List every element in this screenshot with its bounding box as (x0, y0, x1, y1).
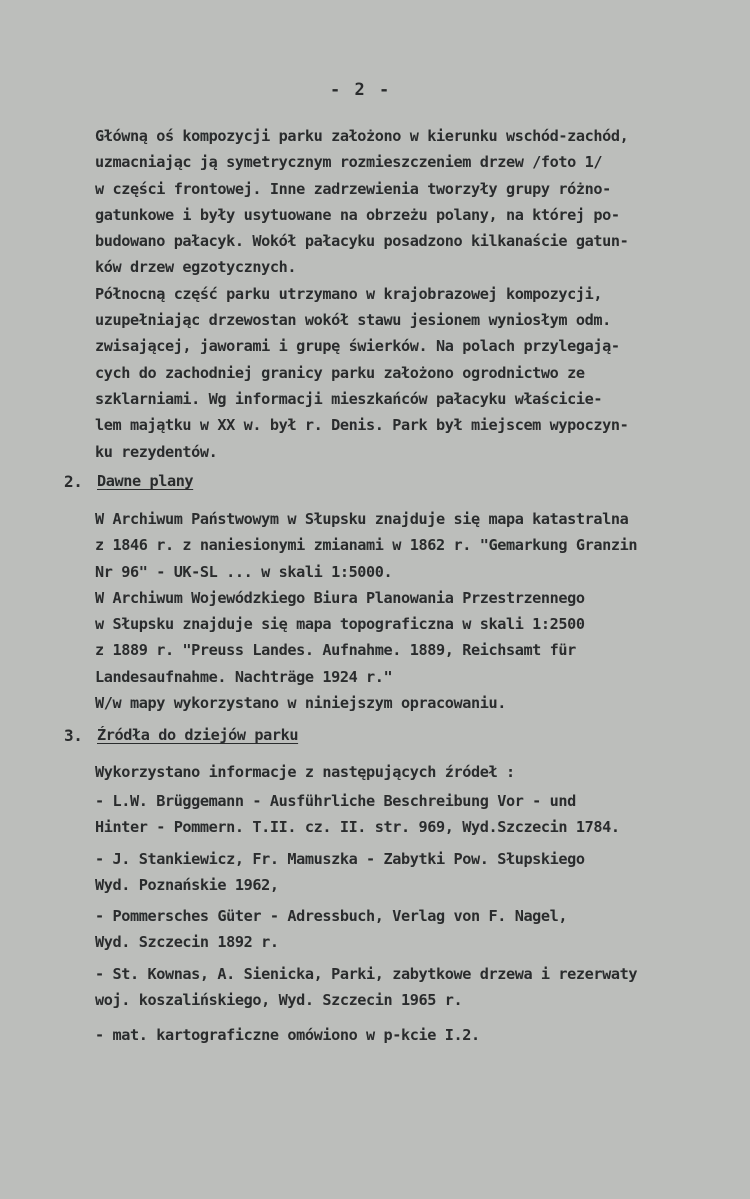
text-line: Nr 96" - UK-SL ... w skali 1:5000. (95, 562, 393, 581)
text-line: ków drzew egzotycznych. (95, 258, 297, 277)
text-line: - mat. kartograficzne omówiono w p-kcie I.2. (95, 1026, 480, 1044)
source-item (95, 903, 567, 956)
text-line: z 1846 r. z naniesionymi zmianami w 1862 r. "Gemarkung Granzin (95, 536, 638, 555)
text-line: Landesaufnahme. Nachträge 1924 r." (95, 667, 393, 686)
source-item (95, 1022, 480, 1048)
text-line: Wyd. Poznańskie 1962, (95, 876, 279, 895)
text-line: Północną część parku utrzymano w krajobrazowej kompozycji, (95, 284, 603, 303)
text-line: W Archiwum Wojewódzkiego Biura Planowania Przestrzennego (95, 588, 585, 607)
source-item (95, 788, 620, 841)
text-line: Wyd. Szczecin 1892 r. (95, 933, 279, 952)
text-line: - Pommersches Güter - Adressbuch, Verlag von F. Nagel, (95, 907, 568, 925)
text-line: uzupełniając drzewostan wokół stawu jesionem wyniosłym odm. (95, 311, 611, 330)
section-3-heading: Źródła do dziejów parku (97, 726, 299, 744)
text-line: Hinter - Pommern. T.II. cz. II. str. 969, Wyd.Szczecin 1784. (95, 818, 620, 837)
section-3-intro: Wykorzystano informacje z następujących źródeł : (95, 763, 515, 781)
text-line: uzmacniając ją symetrycznym rozmieszczeniem drzew /foto 1/ (95, 153, 603, 172)
text-line: w części frontowej. Inne zadrzewienia tworzyły grupy różno- (95, 179, 611, 198)
text-line: W Archiwum Państwowym w Słupsku znajduje się mapa katastralna (95, 510, 629, 528)
text-line: - St. Kownas, A. Sienicka, Parki, zabytkowe drzewa i rezerwaty (95, 965, 638, 983)
section-2-heading: Dawne plany (97, 472, 194, 490)
text-line: szklarniami. Wg informacji mieszkańców pałacyku właściciе- (95, 389, 603, 408)
source-item (95, 846, 585, 899)
text-line: woj. koszalińskiego, Wyd. Szczecin 1965 r. (95, 991, 463, 1010)
text-line: - L.W. Brüggemann - Ausführliche Beschreibung Vor - und (95, 792, 576, 810)
text-line: z 1889 r. "Preuss Landes. Aufnahme. 1889, Reichsamt für (95, 641, 576, 660)
intro-paragraph (95, 123, 628, 465)
source-item (95, 961, 637, 1014)
page-number: - 2 - (330, 80, 392, 100)
text-line: - J. Stankiewicz, Fr. Mamuszka - Zabytki Pow. Słupskiego (95, 850, 585, 868)
text-line: cych do zachodniej granicy parku założono ogrodnictwo ze (95, 363, 585, 382)
text-line: w Słupsku znajduje się mapa topograficzna w skali 1:2500 (95, 615, 585, 634)
text-line: budowano pałacyk. Wokół pałacyku posadzono kilkanaście gatun- (95, 232, 629, 251)
text-line: W/w mapy wykorzystano w niniejszym opracowaniu. (95, 694, 506, 713)
text-line: Główną oś kompozycji parku założono w kierunku wschód-zachód, (95, 127, 629, 145)
section-2-number: 2. (64, 472, 83, 491)
section-2-body (95, 506, 637, 716)
text-line: zwisającej, jaworami i grupę świerków. Na polach przylegają- (95, 337, 620, 356)
text-line: gatunkowe i były usytuowane na obrzeżu polany, na której po- (95, 205, 620, 224)
text-line: lem majątku w XX w. był r. Denis. Park był miejscem wypoczyn- (95, 416, 629, 435)
text-line: ku rezydentów. (95, 442, 218, 461)
section-3-number: 3. (64, 726, 83, 745)
